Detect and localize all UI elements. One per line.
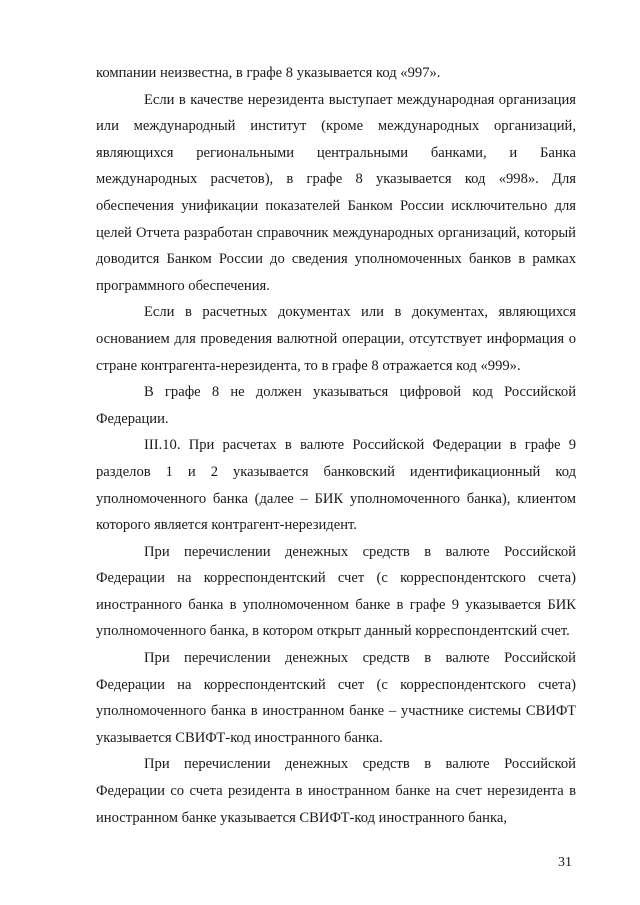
- paragraph-6: При перечислении денежных средств в валюте Российской Федерации на корреспондентский счет (с корреспондентского счета) иностранного банка в уполномоченном банке в графе 9 указывается БИК уполномоченного банка, в котором открыт данный корреспондентский счет.: [96, 543, 576, 640]
- paragraph-3: Если в расчетных документах или в документах, являющихся основанием для проведения валютной операции, отсутствует информация о стране контрагента-нерезидента, то в графе 8 отражается код «999».: [96, 304, 576, 374]
- paragraph-1: компании неизвестна, в графе 8 указывается код «997».: [96, 65, 441, 81]
- paragraph-7: При перечислении денежных средств в валюте Российской Федерации на корреспондентский счет (с корреспондентского счета) уполномоченного банка в иностранном банке – участнике системы СВИФТ указывается СВИФТ-код иностранного банка.: [96, 650, 576, 746]
- body-text: [96, 60, 576, 831]
- paragraph-5: III.10. При расчетах в валюте Российской Федерации в графе 9 разделов 1 и 2 указывается банковский идентификационный код уполномоченного банка (далее – БИК уполномоченного банка), клиентом которого является контрагент-нерезидент.: [96, 437, 576, 534]
- page-number: 31: [558, 855, 572, 870]
- paragraph-4: В графе 8 не должен указываться цифровой код Российской Федерации.: [96, 384, 576, 427]
- paragraph-2: Если в качестве нерезидента выступает международная организация или международный институт (кроме международных организаций, являющихся региональными центральными банками, и Банка международных расчетов), в графе 8 указывается код «998». Для обеспечения унификации показателей Банком России исключительно для целей Отчета разработан справочник международных организаций, который доводится Банком России до сведения уполномоченных банков в рамках программного обеспечения.: [96, 91, 576, 294]
- paragraph-8: При перечислении денежных средств в валюте Российской Федерации со счета резидента в иностранном банке на счет нерезидента в иностранном банке указывается СВИФТ-код иностранного банка,: [96, 756, 576, 826]
